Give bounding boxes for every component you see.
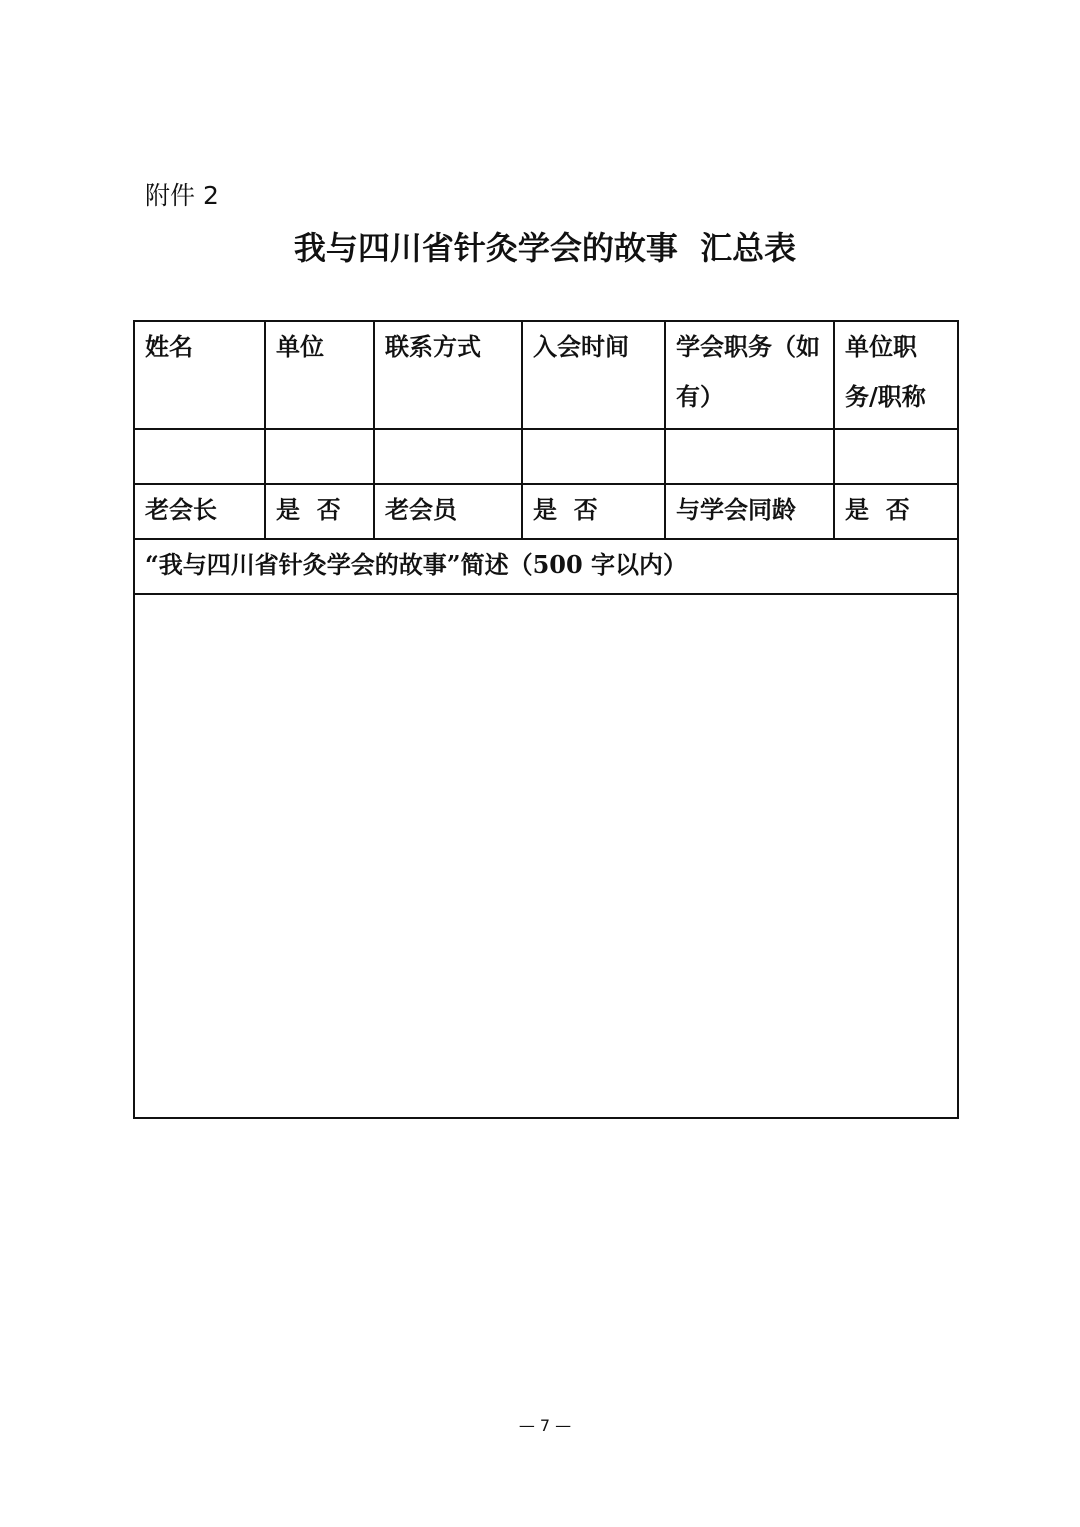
former-president-label: 老会长	[134, 484, 265, 539]
summary-form-table	[133, 320, 959, 1119]
name-cell[interactable]	[134, 429, 265, 484]
header-contact: 联系方式	[374, 321, 522, 429]
flags-row	[134, 484, 958, 539]
description-input-area[interactable]	[134, 594, 958, 1118]
entry-row	[134, 429, 958, 484]
organization-cell[interactable]	[265, 429, 374, 484]
header-organization: 单位	[265, 321, 374, 429]
description-label: “我与四川省针灸学会的故事”简述（500 字以内）	[134, 539, 958, 594]
document-title: 我与四川省针灸学会的故事 汇总表	[293, 229, 797, 267]
header-row	[134, 321, 958, 429]
header-name: 姓名	[134, 321, 265, 429]
page-number: — 7 —	[518, 1416, 572, 1435]
description-label-row	[134, 539, 958, 594]
header-society-position: 学会职务（如有）	[665, 321, 834, 429]
society-position-cell[interactable]	[665, 429, 834, 484]
former-president-options[interactable]: 是 否	[265, 484, 374, 539]
join-date-cell[interactable]	[522, 429, 665, 484]
header-job-title: 单位职务/职称	[834, 321, 958, 429]
header-join-date: 入会时间	[522, 321, 665, 429]
description-body-row	[134, 594, 958, 1118]
same-age-options[interactable]: 是 否	[834, 484, 958, 539]
former-member-options[interactable]: 是 否	[522, 484, 665, 539]
attachment-label: 附件 2	[145, 181, 219, 210]
job-title-cell[interactable]	[834, 429, 958, 484]
contact-cell[interactable]	[374, 429, 522, 484]
former-member-label: 老会员	[374, 484, 522, 539]
same-age-label: 与学会同龄	[665, 484, 834, 539]
